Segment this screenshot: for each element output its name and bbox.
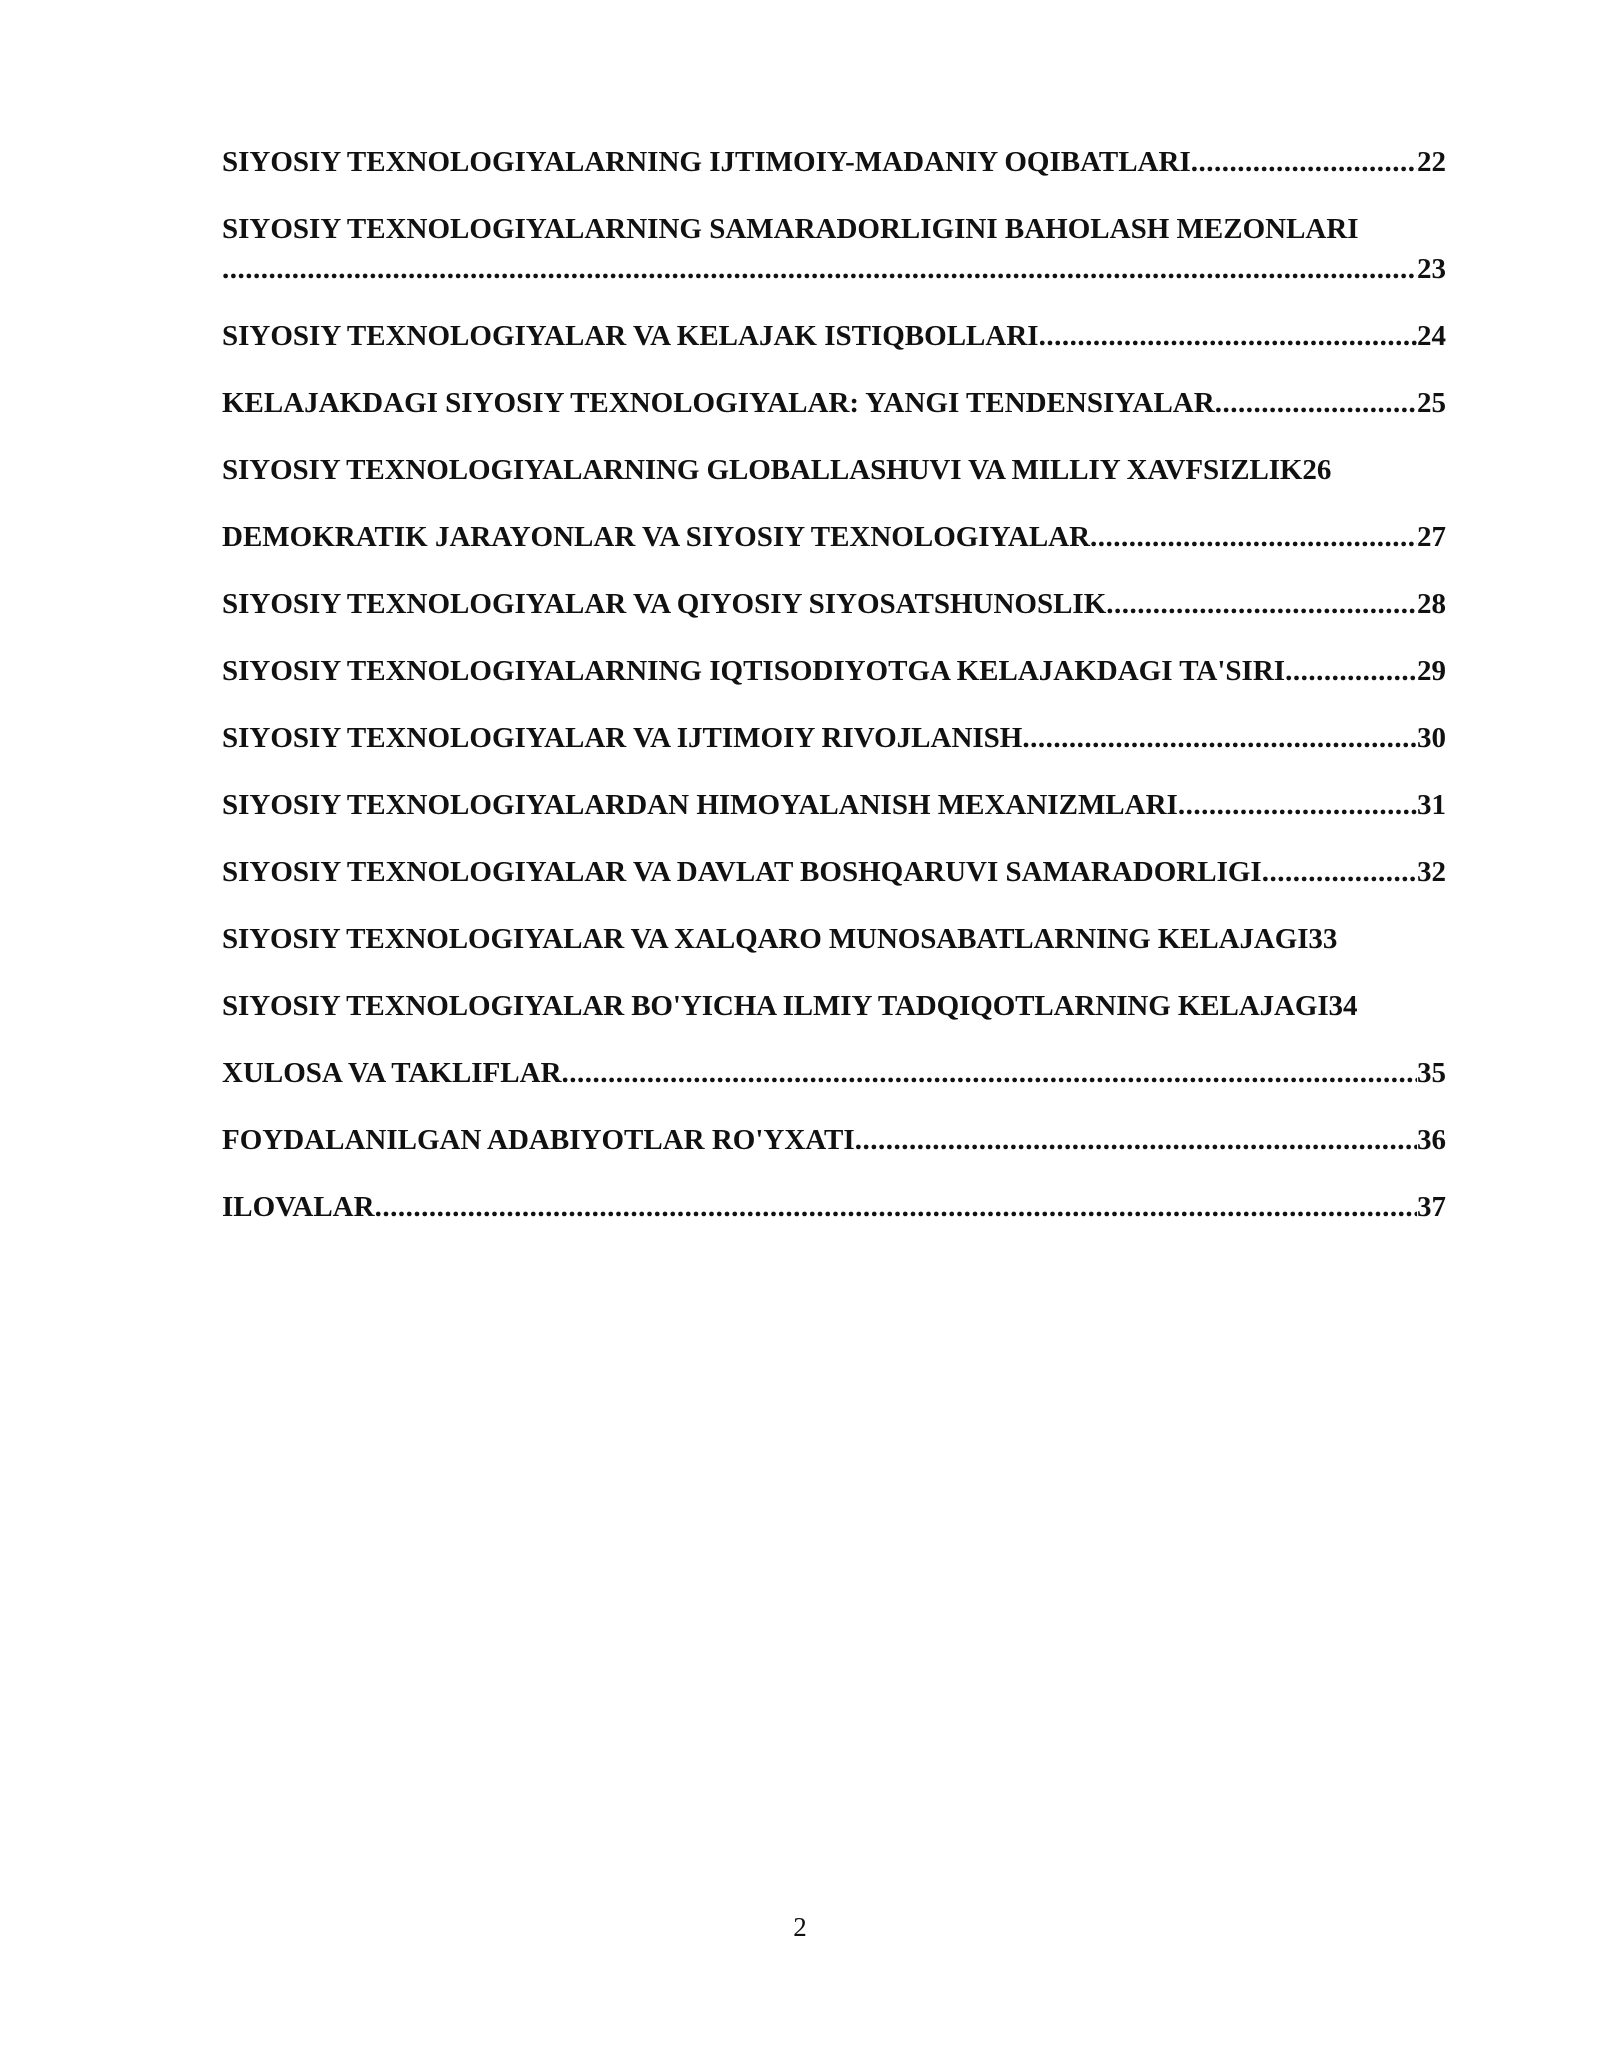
toc-entry-title: DEMOKRATIK JARAYONLAR VA SIYOSIY TEXNOLOGIYALAR — [222, 521, 1091, 553]
toc-entry[interactable] — [222, 142, 1452, 182]
toc-entry[interactable] — [222, 718, 1452, 758]
toc-entry-title: XULOSA VA TAKLIFLAR — [222, 1057, 562, 1089]
toc-entry-page: 37 — [1417, 1191, 1446, 1223]
toc-entry[interactable] — [222, 919, 1452, 959]
toc-entry[interactable] — [222, 209, 1452, 289]
toc-entry-title: FOYDALANILGAN ADABIYOTLAR RO'YXATI — [222, 1124, 855, 1156]
toc-entry-title: SIYOSIY TEXNOLOGIYALAR VA KELAJAK ISTIQBOLLARI — [222, 320, 1039, 352]
toc-entry-page: 25 — [1417, 387, 1446, 419]
toc-entry-title: ILOVALAR — [222, 1191, 375, 1223]
dot-leader — [855, 1120, 1417, 1160]
toc-entry-title: SIYOSIY TEXNOLOGIYALARDAN HIMOYALANISH MEXANIZMLARI — [222, 789, 1178, 821]
toc-entry[interactable] — [222, 852, 1452, 892]
toc-entry-page: 33 — [1308, 923, 1338, 955]
toc-entry-page: 32 — [1417, 856, 1446, 888]
toc-entry-title: SIYOSIY TEXNOLOGIYALARNING IQTISODIYOTGA KELAJAKDAGI TA'SIRI — [222, 655, 1286, 687]
toc-entry[interactable] — [222, 1120, 1452, 1160]
toc-entry-page: 31 — [1417, 789, 1446, 821]
toc-entry[interactable] — [222, 517, 1452, 557]
toc-entry[interactable] — [222, 316, 1452, 356]
toc-entry-title: SIYOSIY TEXNOLOGIYALAR VA DAVLAT BOSHQARUVI SAMARADORLIGI — [222, 856, 1262, 888]
toc-entry-page: 36 — [1417, 1124, 1446, 1156]
toc-entry[interactable] — [222, 584, 1452, 624]
dot-leader — [1106, 584, 1417, 624]
toc-entry[interactable] — [222, 785, 1452, 825]
toc-entry-title: SIYOSIY TEXNOLOGIYALAR VA XALQARO MUNOSABATLARNING KELAJAGI — [222, 923, 1309, 955]
dot-leader — [1090, 517, 1417, 557]
table-of-contents — [222, 142, 1452, 1254]
toc-entry[interactable] — [222, 1187, 1452, 1227]
page-number: 2 — [793, 1912, 807, 1942]
toc-entry[interactable] — [222, 651, 1452, 691]
toc-entry-title: SIYOSIY TEXNOLOGIYALAR VA IJTIMOIY RIVOJLANISH — [222, 722, 1023, 754]
toc-entry-page: 30 — [1417, 722, 1446, 754]
toc-entry-title: KELAJAKDAGI SIYOSIY TEXNOLOGIYALAR: YANGI TENDENSIYALAR — [222, 387, 1215, 419]
dot-leader — [1022, 718, 1417, 758]
toc-entry-title: SIYOSIY TEXNOLOGIYALAR VA QIYOSIY SIYOSATSHUNOSLIK — [222, 588, 1107, 620]
toc-entry-page: 34 — [1328, 990, 1358, 1022]
toc-entry[interactable] — [222, 986, 1452, 1026]
toc-entry-title: SIYOSIY TEXNOLOGIYALARNING IJTIMOIY-MADANIY OQIBATLARI — [222, 146, 1191, 178]
dot-leader — [1039, 316, 1417, 356]
toc-entry-page: 24 — [1417, 320, 1446, 352]
toc-entry-page: 29 — [1417, 655, 1446, 687]
toc-entry-page: 28 — [1417, 588, 1446, 620]
toc-entry[interactable] — [222, 1053, 1452, 1093]
dot-leader — [1262, 852, 1417, 892]
toc-entry[interactable] — [222, 383, 1452, 423]
toc-entry[interactable] — [222, 450, 1452, 490]
dot-leader — [1215, 383, 1417, 423]
toc-entry-page: 35 — [1417, 1057, 1446, 1089]
toc-entry-title: SIYOSIY TEXNOLOGIYALARNING SAMARADORLIGINI BAHOLASH MEZONLARI — [222, 213, 1359, 245]
dot-leader — [375, 1187, 1417, 1227]
dot-leader — [1178, 785, 1417, 825]
toc-entry-title: SIYOSIY TEXNOLOGIYALARNING GLOBALLASHUVI VA MILLIY XAVFSIZLIK — [222, 454, 1303, 486]
dot-leader — [562, 1053, 1417, 1093]
dot-leader — [1191, 142, 1417, 182]
toc-entry-page: 22 — [1417, 146, 1446, 178]
toc-entry-title: SIYOSIY TEXNOLOGIYALAR BO'YICHA ILMIY TADQIQOTLARNING KELAJAGI — [222, 990, 1329, 1022]
toc-entry-page: 23 — [1417, 253, 1446, 285]
toc-entry-page: 27 — [1417, 521, 1446, 553]
dot-leader — [1285, 651, 1417, 691]
toc-entry-page: 26 — [1302, 454, 1332, 486]
dot-leader — [222, 249, 1417, 289]
